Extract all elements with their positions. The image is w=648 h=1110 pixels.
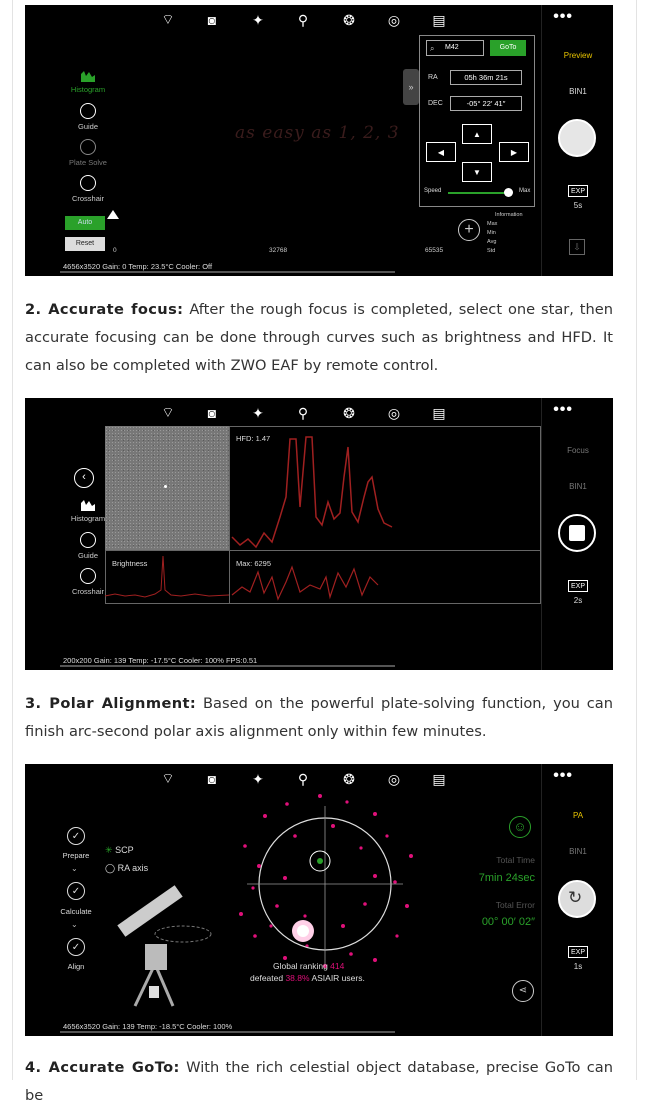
total-time-label: Total Time xyxy=(496,855,535,865)
target-search-input[interactable]: M42 xyxy=(426,40,484,56)
info-std: Std xyxy=(487,248,496,254)
eaf-icon[interactable]: ◎ xyxy=(387,770,401,787)
histogram-icon xyxy=(80,498,96,512)
top-toolbar xyxy=(155,9,455,31)
restart-button[interactable] xyxy=(558,880,596,918)
guide-icon xyxy=(80,103,96,119)
watermark-text: as easy as 1, 2, 3 xyxy=(235,123,400,143)
telescope-icon[interactable]: ⚲ xyxy=(297,11,309,28)
storage-icon[interactable]: ▤ xyxy=(432,404,446,421)
defeated-users xyxy=(250,973,365,983)
gear-icon[interactable]: ✦ xyxy=(252,770,264,787)
more-menu-icon[interactable]: ••• xyxy=(553,401,573,418)
refresh-icon: ↻ xyxy=(568,888,583,907)
asiair-screenshot-polar-alignment xyxy=(25,764,613,1036)
status-bar: 4656x3520 Gain: 139 Temp: -18.5°C Cooler: 100% xyxy=(63,1022,233,1031)
nav-guide[interactable] xyxy=(58,103,118,131)
storage-icon[interactable]: ▤ xyxy=(432,770,446,787)
total-time-value: 7min 24sec xyxy=(478,872,535,884)
chevron-down-icon: ⌄ xyxy=(71,864,78,873)
defeated-prefix: defeated xyxy=(250,973,286,983)
arrow-up-button[interactable]: ▲ xyxy=(462,124,492,144)
histogram-icon xyxy=(80,69,96,83)
paragraph-goto xyxy=(25,1054,613,1110)
chevron-down-icon: ⌄ xyxy=(71,920,78,929)
bin-label[interactable]: BIN1 xyxy=(569,847,587,856)
pa-mode-label[interactable]: PA xyxy=(572,811,584,820)
focus-mode-label[interactable]: Focus xyxy=(567,446,589,455)
camera-icon[interactable]: ◙ xyxy=(207,405,217,421)
exposure-value[interactable]: 5s xyxy=(573,201,583,210)
polar-star-map xyxy=(225,786,425,976)
nav-crosshair-label: Crosshair xyxy=(71,194,105,203)
hist-axis-mid: 32768 xyxy=(269,247,288,254)
legend-ra-axis-label: RA axis xyxy=(117,863,149,873)
info-min: Min xyxy=(487,230,496,236)
paragraph-goto-heading: 4. Accurate GoTo: xyxy=(25,1059,180,1076)
prepare-check-icon[interactable]: ✓ xyxy=(67,827,85,845)
total-error-label: Total Error xyxy=(495,900,535,910)
paragraph-focus-heading: 2. Accurate focus: xyxy=(25,301,184,318)
page-border-left xyxy=(12,0,13,1080)
arrow-left-button[interactable]: ◀ xyxy=(426,142,456,162)
scp-marker-icon: ✳ xyxy=(105,845,113,855)
mount-illustration xyxy=(105,884,215,1009)
legend-ra-axis xyxy=(105,863,148,874)
filter-wheel-icon[interactable]: ❂ xyxy=(343,404,355,421)
asiair-screenshot-focus xyxy=(25,398,613,670)
hfd-brightness-curves xyxy=(230,427,540,603)
speed-slider-track[interactable] xyxy=(448,192,508,194)
status-bar-line xyxy=(60,1031,395,1033)
nav-crosshair[interactable] xyxy=(58,175,118,203)
camera-icon[interactable]: ◙ xyxy=(207,12,217,28)
arrow-right-button[interactable]: ▶ xyxy=(499,142,529,162)
star-image[interactable] xyxy=(105,426,229,550)
stop-button[interactable] xyxy=(558,514,596,552)
bin-label[interactable]: BIN1 xyxy=(569,482,587,491)
reset-button[interactable]: Reset xyxy=(65,237,105,251)
hist-axis-min: 0 xyxy=(113,247,117,254)
histogram-marker-icon[interactable] xyxy=(107,210,119,219)
info-title: Information xyxy=(495,212,523,218)
preview-mode-label[interactable]: Preview xyxy=(563,51,593,60)
nav-guide-label: Guide xyxy=(77,551,98,560)
back-icon[interactable]: ‹ xyxy=(74,468,94,488)
nav-crosshair-label: Crosshair xyxy=(71,587,105,596)
gear-icon[interactable]: ✦ xyxy=(252,11,264,28)
camera-icon[interactable]: ◙ xyxy=(207,771,217,787)
status-bar-line xyxy=(60,665,395,667)
right-panel xyxy=(541,398,613,670)
exposure-label[interactable]: EXP xyxy=(568,185,588,197)
legend-scp xyxy=(105,845,134,856)
crosshair-icon xyxy=(80,568,96,584)
max-label: Max: 6295 xyxy=(236,559,272,568)
auto-stretch-button[interactable]: Auto xyxy=(65,216,105,230)
goto-panel xyxy=(419,35,535,207)
arrow-down-button[interactable]: ▼ xyxy=(462,162,492,182)
step-align: Align xyxy=(67,962,85,971)
paragraph-polar-text: Based on the powerful plate-solving function, you can finish arc-second polar axis alignment only within few minutes. xyxy=(25,695,613,740)
eaf-icon[interactable]: ◎ xyxy=(387,404,401,421)
more-menu-icon[interactable]: ••• xyxy=(553,767,573,784)
download-icon[interactable]: ⇩ xyxy=(569,239,585,255)
total-error-value: 00° 00′ 02″ xyxy=(481,916,535,928)
defeated-suffix: ASIAIR users. xyxy=(309,973,365,983)
ranking-value: 414 xyxy=(330,961,345,971)
paragraph-polar-alignment xyxy=(25,690,613,746)
right-panel xyxy=(541,764,613,1036)
status-bar: 4656x3520 Gain: 0 Temp: 23.5°C Cooler: Off xyxy=(63,262,213,271)
ranking-prefix: Global ranking xyxy=(273,961,331,971)
shutter-button[interactable] xyxy=(558,119,596,157)
telescope-icon[interactable]: ⚲ xyxy=(297,404,309,421)
collapse-panel-icon[interactable]: » xyxy=(403,69,419,105)
speed-slider-knob[interactable] xyxy=(504,188,513,197)
exposure-label[interactable]: EXP xyxy=(568,946,588,958)
nav-guide-label: Guide xyxy=(77,122,98,131)
selected-star xyxy=(164,485,167,488)
calculate-check-icon[interactable]: ✓ xyxy=(67,882,85,900)
guide-icon xyxy=(80,532,96,548)
exposure-value[interactable]: 1s xyxy=(573,962,583,971)
eaf-icon[interactable]: ◎ xyxy=(387,11,401,28)
asiair-screenshot-goto xyxy=(25,5,613,276)
hist-axis-max: 65535 xyxy=(425,247,444,254)
nav-histogram-label: Histogram xyxy=(70,514,106,523)
brightness-label: Brightness xyxy=(112,559,148,568)
nav-plate-solve[interactable] xyxy=(58,139,118,167)
right-panel xyxy=(541,5,613,276)
paragraph-goto-text: With the rich celestial object database, precise GoTo can be xyxy=(25,1059,613,1104)
step-calculate: Calculate xyxy=(60,907,92,916)
info-avg: Avg xyxy=(487,239,497,245)
nav-histogram[interactable] xyxy=(58,69,118,94)
align-check-icon[interactable]: ✓ xyxy=(67,938,85,956)
bin-label[interactable]: BIN1 xyxy=(569,87,587,96)
zoom-plus-icon[interactable]: + xyxy=(458,219,480,241)
paragraph-focus xyxy=(25,296,613,380)
more-menu-icon[interactable]: ••• xyxy=(553,8,573,25)
status-bar-line xyxy=(60,271,395,273)
filter-wheel-icon[interactable]: ❂ xyxy=(343,11,355,28)
goto-button[interactable]: GoTo xyxy=(490,40,526,56)
global-ranking xyxy=(273,961,344,971)
paragraph-focus-text: After the rough focus is completed, select one star, then accurate focusing can be done through curves such as brightness and HFD. It can also be completed with ZWO EAF by remote control. xyxy=(25,301,613,374)
exposure-value[interactable]: 2s xyxy=(573,596,583,605)
ra-value[interactable]: 05h 36m 21s xyxy=(450,70,522,85)
exposure-label[interactable]: EXP xyxy=(568,580,588,592)
info-max: Max xyxy=(487,221,498,227)
filter-wheel-icon[interactable]: ❂ xyxy=(343,770,355,787)
paragraph-polar-heading: 3. Polar Alignment: xyxy=(25,695,197,712)
smiley-icon: ☺ xyxy=(509,816,531,838)
legend-scp-label: SCP xyxy=(115,845,134,855)
speed-label: Speed xyxy=(424,188,442,194)
speed-max-label: Max xyxy=(519,188,531,194)
globe-icon xyxy=(80,139,96,155)
top-toolbar xyxy=(155,402,455,424)
share-icon[interactable]: ⋖ xyxy=(512,980,534,1002)
status-bar: 200x200 Gain: 139 Temp: -17.5°C Cooler: 100% FPS:0.51 xyxy=(63,656,258,665)
ra-axis-marker-icon: ◯ xyxy=(105,863,116,873)
ra-label: RA xyxy=(428,74,438,81)
dec-value[interactable]: -05° 22′ 41″ xyxy=(450,96,522,111)
gear-icon[interactable]: ✦ xyxy=(252,404,264,421)
wifi-icon[interactable]: ⌔ xyxy=(161,770,175,786)
stop-icon xyxy=(569,525,585,541)
nav-plate-solve-label: Plate Solve xyxy=(69,158,107,167)
crosshair-icon xyxy=(80,175,96,191)
dec-label: DEC xyxy=(428,100,443,107)
wifi-icon[interactable]: ⌔ xyxy=(161,404,175,420)
defeated-value: 38.8% xyxy=(285,973,310,983)
search-icon: ⌕ xyxy=(430,44,435,53)
hfd-label: HFD: 1.47 xyxy=(236,434,271,443)
page-border-right xyxy=(636,0,637,1080)
nav-histogram-label: Histogram xyxy=(70,85,106,94)
telescope-icon[interactable]: ⚲ xyxy=(297,770,309,787)
step-prepare: Prepare xyxy=(62,851,90,860)
storage-icon[interactable]: ▤ xyxy=(432,11,446,28)
wifi-icon[interactable]: ⌔ xyxy=(161,11,175,27)
